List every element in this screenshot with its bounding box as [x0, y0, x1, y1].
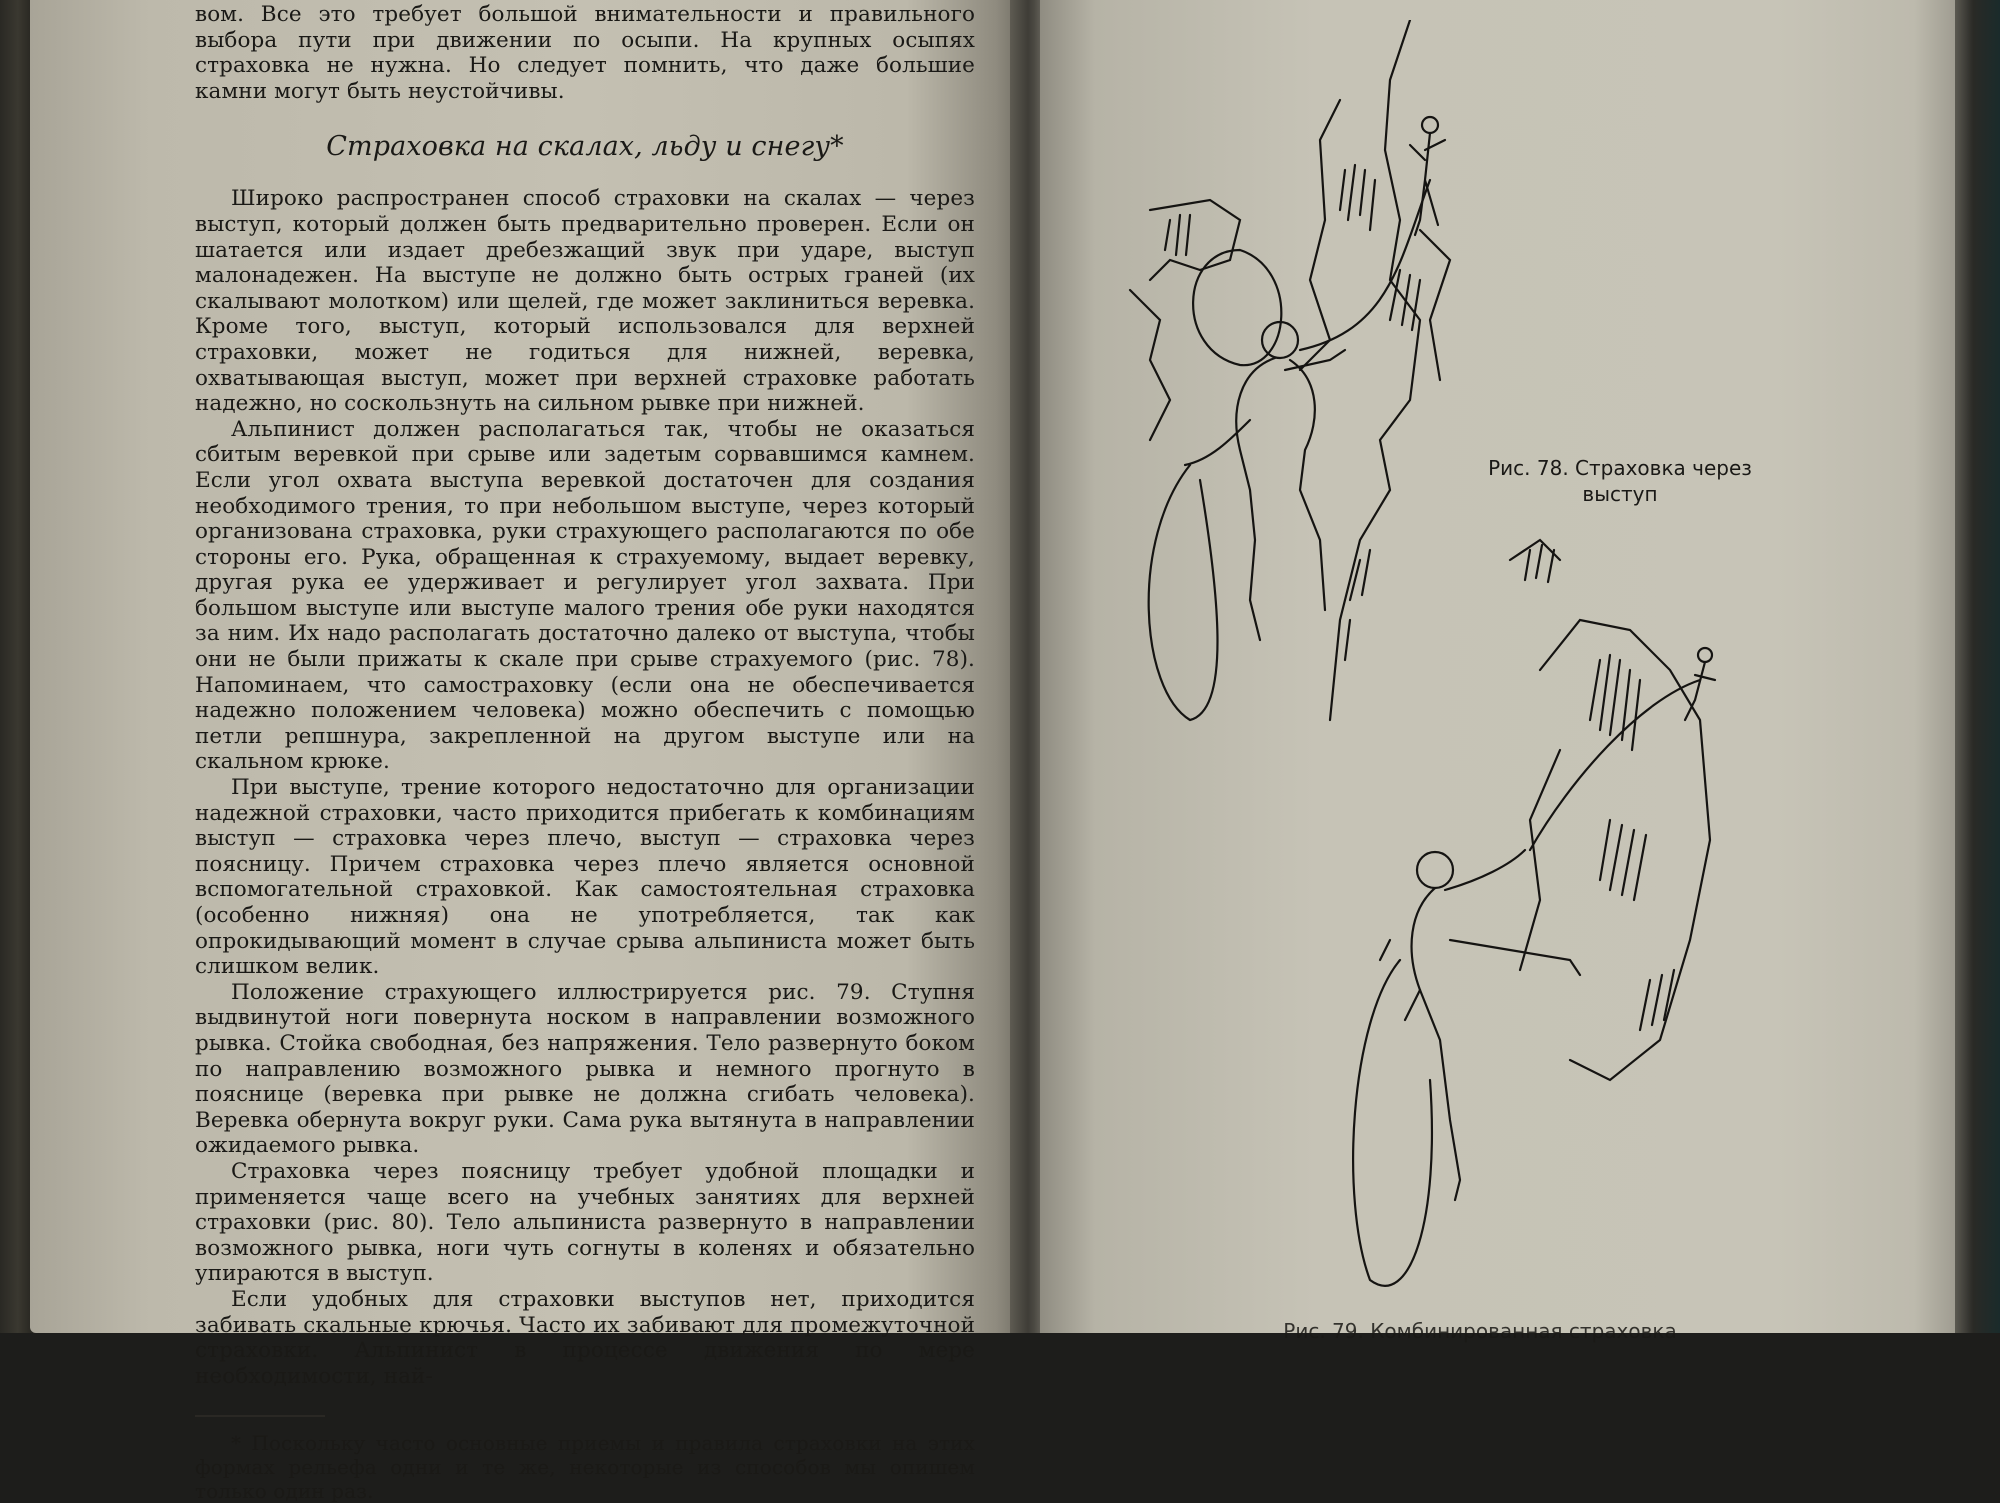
paragraph-3: При выступе, трение которого недостаточно для организации надежной страховки, часто приходится прибегать к комбинациям выступ — страховка через плечо, выступ — страховка через поясницу. Причем страховка через плечо является основной вспомогательной страховкой. Как самостоятельная страховка (особенно нижняя) она не употребляется, так как опрокидывающий момент в случае срыва альпиниста может быть слишком велик.	[195, 775, 975, 980]
left-page-text	[195, 2, 975, 1503]
figure-78-caption: Рис. 78. Страховка через выступ	[1488, 456, 1752, 506]
footnote-text: * Поскольку часто основные приемы и правила страховки на этих формах рельефа одни и те же, некоторые из способов мы опишем только один раз.	[195, 1431, 975, 1503]
footnote-divider	[195, 1415, 325, 1417]
figure-79-illustration	[1310, 520, 1830, 1310]
figure-79-caption: Рис. 79. Комбинированная страховка	[1283, 1319, 1677, 1343]
footnote	[195, 1431, 975, 1503]
page-edge	[1955, 0, 2000, 1333]
paragraph-1: Широко распространен способ страховки на скалах — через выступ, который должен быть предварительно проверен. Если он шатается или издает дребезжащий звук при ударе, выступ малонадежен. На выступе не должно быть острых граней (их скалывают молотком) или щелей, где может заклиниться веревка. Кроме того, выступ, который использовался для верхней страховки, может не годиться для нижней, веревка, охватывающая выступ, может при верхней страховке работать надежно, но соскользнуть на сильном рывке при нижней.	[195, 186, 975, 417]
paragraph-5: Страховка через поясницу требует удобной площадки и применяется чаще всего на учебных занятиях для верхней страховки (рис. 80). Тело альпиниста развернуто в направлении возможного рывка, ноги чуть согнуты в коленях и обязательно упираются в выступ.	[195, 1158, 975, 1287]
paragraph-2: Альпинист должен располагаться так, чтобы не оказаться сбитым веревкой при срыве или задетым сорвавшимся камнем. Если угол охвата выступа веревкой достаточен для создания необходимого трения, то при небольшом выступе, через который организована страховка, руки страхующего располагаются по обе стороны его. Рука, обращенная к страхуемому, выдает веревку, другая рука ее удерживает и регулирует угол захвата. При большом выступе или выступе малого трения обе руки находятся за ним. Их надо располагать достаточно далеко от выступа, чтобы они не были прижаты к скале при срыве страхуемого (рис. 78). Напоминаем, что самостраховку (если она не обеспечивается надежно положением человека) можно обеспечить с помощью петли репшнура, закрепленной на другом выступе или на скальном крюке.	[195, 416, 975, 775]
intro-paragraph: вом. Все это требует большой внимательности и правильного выбора пути при движении по осыпи. На крупных осыпях страховка не нужна. Но следует помнить, что даже большие камни могут быть неустойчивы.	[195, 2, 975, 104]
section-heading: Страховка на скалах, льду и снегу*	[326, 131, 844, 163]
paragraph-4: Положение страхующего иллюстрируется рис. 79. Ступня выдвинутой ноги повернута носком в направлении возможного рывка. Стойка свободная, без напряжения. Тело развернуто боком по направлению возможного рывка и немного прогнуто в пояснице (веревка при рывке не должна сгибать человека). Веревка обернута вокруг руки. Сама рука вытянута в направлении ожидаемого рывка.	[195, 979, 975, 1159]
paragraph-6: Если удобных для страховки выступов нет, приходится забивать скальные крючья. Часто их забивают для промежуточной страховки. Альпинист в процессе движения по мере необходимости, най-	[195, 1286, 975, 1389]
